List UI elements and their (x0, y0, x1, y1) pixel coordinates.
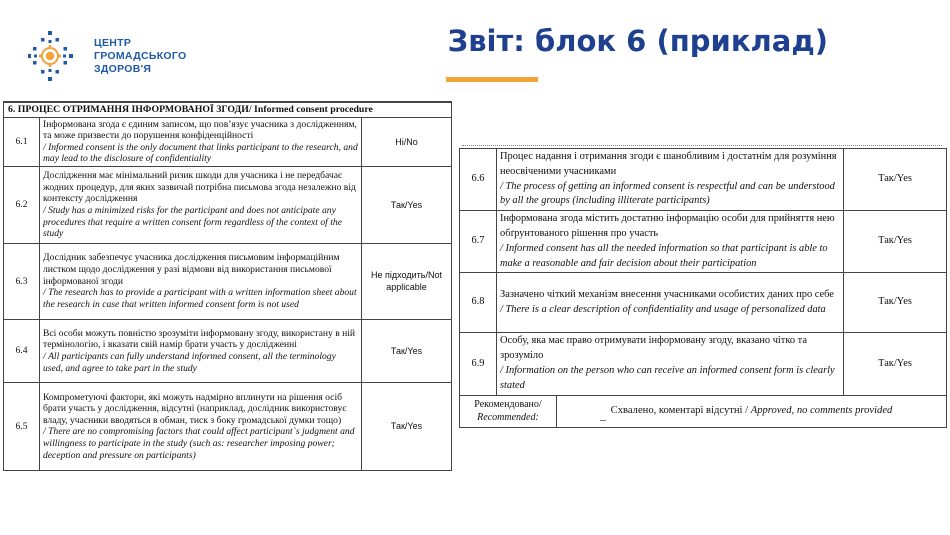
table-row (460, 149, 947, 211)
row-text-uk: Процес надання і отримання згоди є шанобливим і достатнім для розуміння неосвіченими учасниками (500, 151, 837, 177)
row-description (40, 319, 362, 382)
row-text-uk: Дослідник забезпечує учасника дослідження письмовим інформаційним листком щодо дослідження у разі відмови від використання письмової інформованої згоди (43, 252, 340, 287)
consent-table-left (3, 101, 452, 471)
row-answer: Так/Yes (361, 166, 451, 243)
recommended-label (460, 395, 557, 427)
row-text-en: / The research has to provide a participant with a written information sheet about the research in case that written informed consent form is not used (43, 287, 357, 310)
row-text-en: / There is a clear description of confidentiality and usage of personalized data (500, 303, 826, 315)
row-number: 6.4 (4, 319, 40, 382)
table-row (4, 243, 452, 319)
row-text-uk: Дослідження має мінімальний ризик шкоди для учасника і не передбачає жодних процедур, для яких зазвичай потрібна письмова згода незалежно від контексту дослідження (43, 170, 356, 205)
row-text-uk: Зазначено чіткий механізм внесення учасниками особистих даних про себе (500, 289, 834, 301)
row-text-uk: Інформована згода містить достатню інформацію особи для прийняття нею обґрунтованого рішення про участь (500, 213, 835, 239)
logo-text (94, 37, 186, 76)
row-text-uk: Інформована згода є єдиним записом, що пов’язує учасника з дослідженням, та може призвести до порушення конфіденційності (43, 118, 357, 142)
row-text-en: / Study has a minimized risks for the participant and does not anticipate any procedures that require a written consent form regardless of the context of the study (43, 204, 342, 240)
logo-line-1: ЦЕНТР (94, 37, 132, 49)
row-text-en: / Informed consent is the only document that links participant to the research, and may lead to the disclosure of confidentiality (43, 141, 358, 165)
row-answer: Так/Yes (361, 319, 451, 382)
row-description (497, 149, 844, 211)
recommended-value-uk: Схвалено, коментарі відсутні / (610, 404, 749, 416)
row-text-en: / There are no compromising factors that could affect participant`s judgment and willingness to participate in the study (such as: researcher imposing power; deception and pressure on participants) (43, 426, 355, 461)
consent-table-right (459, 148, 947, 428)
recommended-value-en: Approved, no comments provided (750, 404, 893, 416)
row-number: 6.5 (4, 382, 40, 470)
row-description (497, 333, 844, 395)
row-number: 6.3 (4, 243, 40, 319)
row-number: 6.6 (460, 149, 497, 211)
row-answer: Так/Yes (844, 149, 947, 211)
section-header: 6. ПРОЦЕС ОТРИМАННЯ ІНФОРМОВАНОЇ ЗГОДИ/ Informed consent procedure (4, 102, 452, 117)
table-row (460, 273, 947, 333)
row-number: 6.7 (460, 211, 497, 273)
recommended-value (557, 395, 947, 427)
row-description (497, 211, 844, 273)
row-number: 6.1 (4, 117, 40, 166)
logo-line-2: ГРОМАДСЬКОГО (94, 50, 187, 62)
row-text-en: / The process of getting an informed consent is respectful and can be understood by all the groups (including illiterate participants) (500, 180, 835, 207)
table-row (4, 382, 452, 470)
row-description (40, 117, 362, 166)
table-header-row (4, 102, 452, 117)
table-row (4, 117, 452, 166)
title-underline (446, 77, 538, 82)
row-text-uk: Всі особи можуть повністю зрозуміти інформовану згоду, використану в ній термінологію, і вказати свій намір брати участь у дослідженні (43, 327, 356, 351)
logo-line-3: ЗДОРОВ'Я (94, 63, 152, 75)
page-title: Звіт: блок 6 (приклад) (447, 24, 828, 58)
table-row (4, 166, 452, 243)
row-description (40, 382, 362, 470)
row-answer: Так/Yes (361, 382, 451, 470)
row-text-uk: Компрометуючі фактори, які можуть надмірно вплинути на рішення осіб брати участь у дослідження, відсутні (наприклад, дослідник використовує владу, учасники вводяться в обман, тиск з боку громадської думки тощо) (43, 391, 347, 426)
row-text-uk: Особу, яка має право отримувати інформовану згоду, вказано чітко та зрозуміло (500, 335, 807, 362)
row-number: 6.8 (460, 273, 497, 333)
recommended-label-uk: Рекомендовано/ (474, 399, 542, 411)
row-answer: Не підходить/Not applicable (361, 243, 451, 319)
row-text-en: / Informed consent has all the needed information so that participant is able to make a reasonable and fair decision about their participation (500, 242, 828, 269)
logo-mark-icon (28, 28, 86, 86)
row-text-en: / All participants can fully understand informed consent, all the terminology used, and agree to take part in the study (43, 350, 336, 374)
row-description (497, 273, 844, 333)
recommended-label-en: Recommended: (477, 412, 539, 424)
row-description (40, 166, 362, 243)
row-number: 6.2 (4, 166, 40, 243)
row-answer: Так/Yes (844, 273, 947, 333)
table-row (4, 319, 452, 382)
row-answer: Ні/No (361, 117, 451, 166)
row-number: 6.9 (460, 333, 497, 395)
recommendation-row (460, 395, 947, 427)
table-row (460, 333, 947, 395)
table-row (460, 211, 947, 273)
row-text-en: / Information on the person who can receive an informed consent form is clearly stated (500, 364, 835, 391)
logo (28, 28, 198, 88)
cropped-edge (600, 420, 606, 424)
row-description (40, 243, 362, 319)
row-answer: Так/Yes (844, 211, 947, 273)
row-answer: Так/Yes (844, 333, 947, 395)
